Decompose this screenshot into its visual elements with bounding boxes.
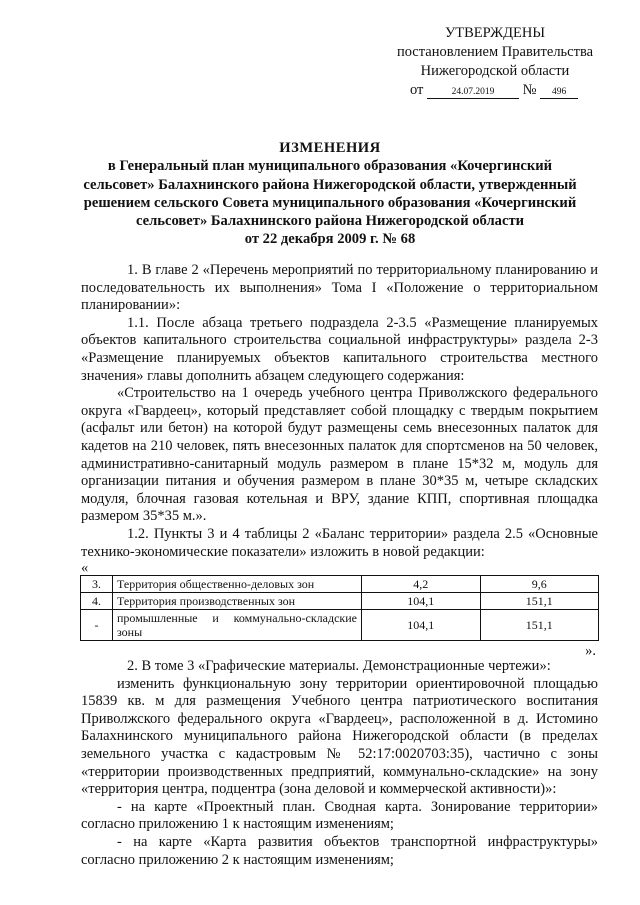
paragraph-insertion: «Строительство на 1 очередь учебного центра Приволжского федерального округа «Гвардеец», который представляет собой площадку с твердым покрытием (асфальт или бетон) на которой будут размещены семь внесезонных палаток для кадетов на 210 человек, пять внесезонных палаток для спортсменов на 50 человек, административно-санитарный модуль размером в плане 15*32 м, модуль для организации питания и обучения размером в плане 30*35 м, четыре складских модуля, блочная газовая котельная и ВРУ, здание КПП, спортивная площадка размером 35*35 м.».: [81, 385, 598, 525]
close-quote: ».: [585, 643, 596, 660]
heading-line-1: в Генеральный план муниципального образования «Кочергинский: [107, 158, 553, 175]
approval-date-line: [380, 81, 610, 100]
table-row: [81, 610, 599, 641]
row-value-project: 9,6: [480, 576, 599, 593]
row-value-project: 151,1: [480, 593, 599, 610]
heading-line-4: сельсовет» Балахнинского района Нижегородской области: [135, 213, 525, 230]
document-heading: [80, 139, 580, 249]
document-body: [81, 262, 598, 869]
paragraph-map-2: - на карте «Карта развития объектов транспортной инфраструктуры» согласно приложению 2 к настоящим изменениям;: [81, 834, 598, 868]
paragraph-1-1: 1.1. После абзаца третьего подраздела 2-3.5 «Размещение планируемых объектов капитального строительства социальной инфраструктуры» раздела 2-3 «Размещение планируемых объектов капитального строительства местного значения» главы дополнить абзацем следующего содержания:: [81, 314, 598, 384]
row-number: -: [81, 610, 113, 641]
table-row: [81, 593, 599, 610]
row-name: Территория производственных зон: [113, 593, 362, 610]
row-number: 3.: [81, 576, 113, 593]
approval-number: 496: [540, 86, 578, 99]
heading-line-2: сельсовет» Балахнинского района Нижегородской области, утвержденный: [83, 176, 577, 193]
document-title: ИЗМЕНЕНИЯ: [279, 140, 381, 156]
row-number: 4.: [81, 593, 113, 610]
paragraph-2: 2. В томе 3 «Графические материалы. Демонстрационные чертежи»:: [127, 658, 551, 675]
paragraph-zone-change: изменить функциональную зону территории ориентировочной площадью 15839 кв. м для размещения Учебного центра патриотического воспитания Приволжского федерального округа «Гвардеец», расположенной в д. Истомино Балахнинского муниципального района Нижегородской области (в пределах земельного участка с кадастровым № 52:17:0020703:35), частично с зоны «территории производственных предприятий, коммунально-складские» на зону «территория центра, подцентра (зона деловой и коммерческой активности)»:: [81, 675, 598, 798]
row-value-current: 104,1: [362, 593, 481, 610]
row-value-current: 104,1: [362, 610, 481, 641]
heading-line-3: решением сельского Совета муниципального образования «Кочергинский: [83, 194, 577, 211]
paragraph-1: 1. В главе 2 «Перечень мероприятий по территориальному планированию и последовательность их выполнения» Тома I «Положение о территориальном планировании»:: [81, 262, 598, 314]
table-row: [81, 576, 599, 593]
number-sign: №: [522, 82, 537, 98]
paragraph-1-2: 1.2. Пункты 3 и 4 таблицы 2 «Баланс территории» раздела 2.5 «Основные технико-экономические показатели» изложить в новой редакции:: [81, 525, 598, 560]
approval-block: [380, 24, 610, 100]
approval-title: УТВЕРЖДЕНЫ: [444, 25, 546, 41]
row-value-project: 151,1: [480, 610, 599, 641]
balance-table: [80, 575, 599, 641]
date-prefix: от: [410, 82, 424, 98]
approval-region: Нижегородской области: [420, 63, 570, 79]
heading-line-5: от 22 декабря 2009 г. № 68: [244, 231, 416, 248]
approval-date: 24.07.2019: [427, 86, 519, 99]
open-quote: «: [81, 560, 89, 577]
paragraph-map-1: - на карте «Проектный план. Сводная карта. Зонирование территории» согласно приложению 1 к настоящим изменениям;: [81, 798, 598, 833]
row-name: Территория общественно-деловых зон: [113, 576, 362, 593]
row-name: промышленные и коммунально-складские зоны: [113, 610, 362, 641]
row-value-current: 4,2: [362, 576, 481, 593]
approval-issuer: постановлением Правительства: [396, 44, 594, 60]
